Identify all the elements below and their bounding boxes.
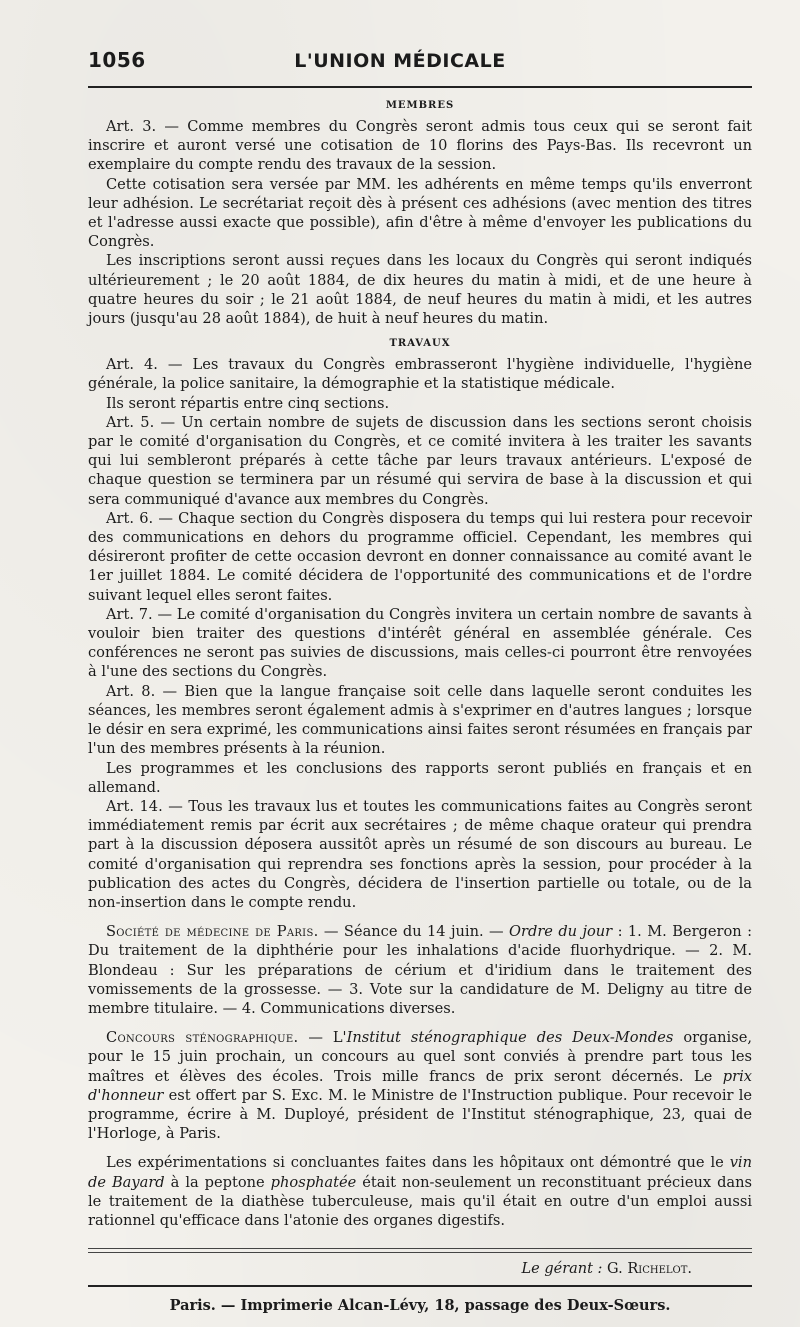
paragraph-art4: Art. 4. — Les travaux du Congrès embrasseront l'hygiène individuelle, l'hygiène générale, la police sanitaire, la démographie et la statistique médicale.: [88, 356, 752, 393]
imprint-rule: [88, 1285, 752, 1287]
paragraph-art6: Art. 6. — Chaque section du Congrès disposera du temps qui lui restera pour recevoir des communications en dehors du programme officiel. Cependant, les membres qui désireront profiter de cette occasion devront en donner connaissance au comité avant le 1er juillet 1884. Le comité décidera de l'opportunité des communications et de l'ordre suivant lequel elles seront faites.: [88, 509, 752, 604]
exp-b: à la peptone: [164, 1173, 271, 1191]
paragraph-sections: Ils seront répartis entre cinq sections.: [106, 394, 390, 412]
paragraph-art7: Art. 7. — Le comité d'organisation du Congrès invitera un certain nombre de savants à vouloir bien traiter des questions d'intérêt général en assemblée générale. Ces conférences ne seront pas suivies de discussions, mais celles-ci pourront être renvoyées à l'une des sections du Congrès.: [88, 605, 752, 681]
concours-lead: Concours sténographique.: [106, 1029, 299, 1047]
paragraph-programmes: Les programmes et les conclusions des rapports seront publiés en français et en allemand.: [88, 759, 752, 796]
concours-body1: organise, pour le 15 juin prochain, un concours au quel sont conviés à prendre part tous les maîtres et élèves des écoles. Trois mille francs de prix seront décernés. Le: [88, 1029, 752, 1085]
concours-prix: prix d'honneur: [88, 1067, 752, 1104]
paragraph-art5: Art. 5. — Un certain nombre de sujets de discussion dans les sections seront choisis par le comité d'organisation du Congrès, et ce comité invitera à les traiter les savants qui lui sembleront préparés à cette tâche par leurs travaux antérieurs. L'exposé de chaque question se terminera par un résumé qui servira de base à la discussion et qui sera communiqué d'avance aux membres du Congrès.: [88, 413, 752, 508]
exp-vin: vin de Bayard: [88, 1154, 752, 1191]
paragraph-inscriptions: Les inscriptions seront aussi reçues dans les locaux du Congrès qui seront indiqués ultérieurement ; le 20 août 1884, de dix heures du matin à midi, et de une heure à quatre heures du soir ; le 21 août 1884, de neuf heures du matin à midi, et les autres jours (jusqu'au 28 août 1884), de huit à neuf heures du matin.: [88, 252, 752, 328]
concours-body2: est offert par S. Exc. M. le Ministre de l'Instruction publique. Pour recevoir le programme, écrire à M. Duployé, président de l'Institut sténographique, 23, quai de l'Horloge, à Paris.: [88, 1086, 752, 1143]
journal-title: L'UNION MÉDICALE: [294, 50, 506, 72]
concours-institut: Institut sténographique des Deux-Mondes: [346, 1029, 674, 1047]
paragraph-art8: Art. 8. — Bien que la langue française soit celle dans laquelle seront conduites les séances, les membres seront également admis à s'exprimer en d'autres langues ; lorsque le désir en sera exprimé, les communications ainsi faites seront résumées en français par l'un des membres présents à la réunion.: [88, 682, 753, 758]
footer-separator: [88, 1248, 752, 1249]
page-number: 1056: [88, 48, 146, 72]
header-rule: [88, 86, 752, 88]
exp-a: Les expérimentations si concluantes faites dans les hôpitaux ont démontré que le: [106, 1154, 730, 1172]
paragraph-art14: Art. 14. — Tous les travaux lus et toutes les communications faites au Congrès seront immédiatement remis par écrit aux secrétaires ; de même chaque orateur qui prendra part à la discussion déposera aussitôt après un résumé de son discours au bureau. Le comité d'organisation qui reprendra ses fonctions après la session, pour procéder à la publication des actes du Congrès, décidera de l'insertion partielle ou totale, ou de la non-insertion dans le compte rendu.: [88, 797, 752, 911]
exp-c: était non-seulement un reconstituant précieux dans le traitement de la diathèse tuberculeuse, mais qu'il était en outre d'un emploi aussi rationnel qu'efficace dans l'atonie des organes digestifs.: [88, 1173, 752, 1229]
exp-phosphatee: phosphatée: [270, 1173, 357, 1191]
paragraph-concours: [88, 1028, 752, 1143]
section-title-travaux: TRAVAUX: [389, 338, 451, 350]
running-head: [88, 48, 752, 82]
concours-dash: — L': [298, 1029, 347, 1047]
paragraph-societe-medecine: [88, 922, 752, 1018]
societe-body: : 1. M. Bergeron : Du traitement de la diphthérie pour les inhalations d'acide fluorhydrique. — 2. M. Blondeau : Sur les préparations de cérium et d'iridium dans le traitement des vomissements de la grossesse. — 3. Vote sur la candidature de M. Deligny au titre de membre titulaire. — 4. Communications diverses.: [88, 923, 752, 1017]
societe-seance: — Séance du 14 juin. —: [318, 923, 510, 941]
societe-ordre: Ordre du jour: [509, 923, 613, 941]
gerant-line: [88, 1261, 752, 1277]
footer-separator-2: [88, 1252, 752, 1253]
societe-lead: Société de médecine de Paris.: [106, 923, 319, 941]
paragraph-art3: Art. 3. — Comme membres du Congrès seront admis tous ceux qui se seront fait inscrire et auront versé une cotisation de 10 florins des Pays-Bas. Ils recevront un exemplaire du compte rendu des travaux de la session.: [88, 118, 752, 174]
paragraph-cotisation: Cette cotisation sera versée par MM. les adhérents en même temps qu'ils enverront leur adhésion. Le secrétariat reçoit dès à présent ces adhésions (avec mention des titres et l'adresse aussi exacte que possible), afin d'être à même d'envoyer les publications du Congrès.: [88, 175, 752, 251]
gerant-label: Le gérant :: [521, 1261, 608, 1278]
section-title-membres: MEMBRES: [385, 100, 455, 111]
paragraph-experimentations: [88, 1153, 752, 1230]
gerant-name: G. Richelot.: [607, 1261, 692, 1278]
imprint-line: Paris. — Imprimerie Alcan-Lévy, 18, passage des Deux-Sœurs.: [169, 1297, 671, 1315]
